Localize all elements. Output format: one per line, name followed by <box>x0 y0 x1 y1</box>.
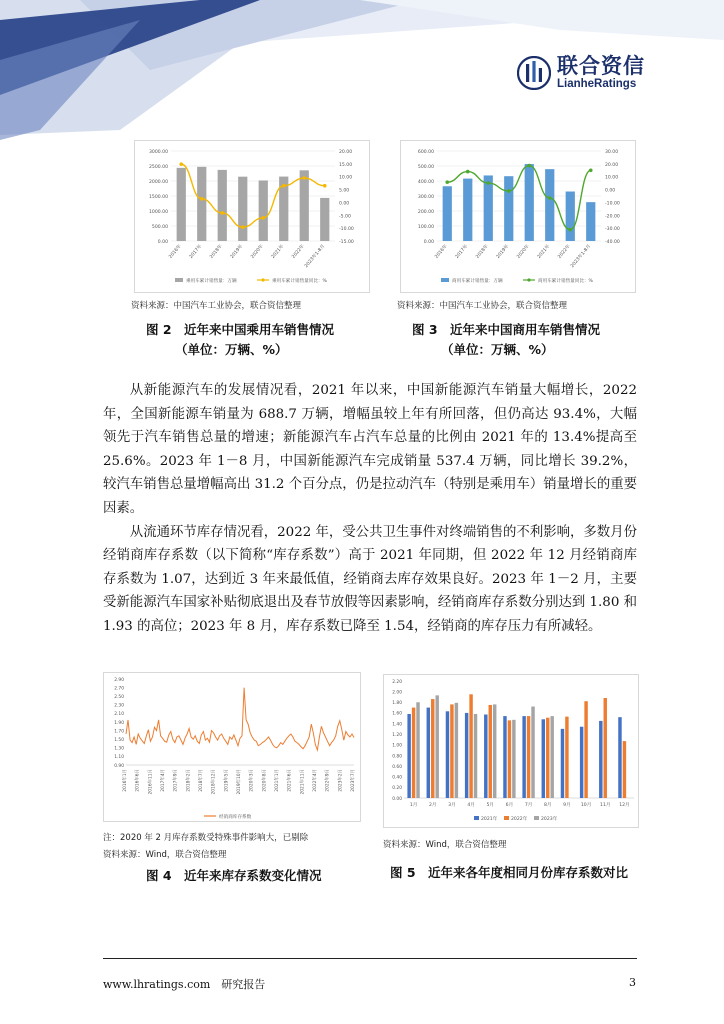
fig4-x-tick: 2022年4月 <box>313 769 318 792</box>
fig3-x-tick: 2017年 <box>454 244 470 260</box>
fig2-bar <box>238 177 247 241</box>
fig4-y-tick: 1.10 <box>114 755 124 761</box>
fig3-right-tick: 30.00 <box>605 150 619 155</box>
fig5-y-tick: 1.80 <box>392 701 402 707</box>
fig3-right-tick: -30.00 <box>605 227 620 233</box>
fig5-bar-2022年 <box>565 717 568 798</box>
fig2-bar <box>300 170 309 241</box>
fig5-bar-2021年 <box>561 729 564 798</box>
fig4-x-tick: 2018年2月 <box>186 769 192 792</box>
fig4-x-tick: 2021年6月 <box>287 769 293 792</box>
fig5-bar-2022年 <box>623 741 626 798</box>
fig3-bar <box>504 176 513 241</box>
fig4-y-tick: 1.70 <box>114 729 124 735</box>
brand-name-en: LianheRatings <box>557 78 637 90</box>
fig4-y-tick: 2.30 <box>114 703 124 709</box>
fig5-bar-2023年 <box>474 714 477 798</box>
fig2-legend-bar-label: 乘用车累计销售量：万辆 <box>186 279 237 284</box>
fig5-bar-2022年 <box>584 701 587 798</box>
footer-site[interactable]: www.lhratings.com 研究报告 <box>103 978 266 991</box>
fig3-yoy-point <box>507 189 511 193</box>
commercial-vehicle-sales-chart <box>401 141 635 292</box>
fig5-bar-2022年 <box>546 718 549 798</box>
fig2-bar <box>259 180 268 241</box>
fig5-y-tick: 0.40 <box>392 775 402 781</box>
figure-4-source: 资料来源：Wind，联合资信整理 <box>103 850 227 860</box>
fig5-y-tick: 0.60 <box>392 764 402 770</box>
fig3-legend-line-label: 商用车累计销售量同比：% <box>538 279 593 284</box>
fig2-bar <box>177 168 186 241</box>
fig3-yoy-point <box>548 196 552 200</box>
fig5-y-tick: 1.60 <box>392 711 402 717</box>
fig2-legend-line-label: 乘用车累计销售量同比：% <box>272 279 327 284</box>
fig2-legend-line-marker <box>261 278 264 281</box>
fig3-x-tick: 2016年 <box>434 244 449 260</box>
page-number: 3 <box>629 976 636 989</box>
fig4-x-tick: 2019年5月 <box>224 769 230 792</box>
fig5-x-tick: 10月 <box>580 803 592 808</box>
fig5-bar-2021年 <box>503 716 506 798</box>
fig4-x-tick: 2016年11月 <box>148 769 154 795</box>
fig4-legend-label: 经销商库存系数 <box>219 815 252 820</box>
fig2-bar <box>218 170 227 241</box>
fig5-bar-2021年 <box>446 711 449 798</box>
figure-5-source: 资料来源：Wind，联合资信整理 <box>383 840 507 850</box>
lianhe-logo-icon <box>517 56 551 90</box>
fig2-yoy-point <box>179 162 183 166</box>
fig4-y-tick: 2.90 <box>114 677 124 683</box>
fig2-right-tick: 10.00 <box>339 175 353 181</box>
fig2-x-tick: 2017年 <box>188 244 204 260</box>
fig5-y-tick: 1.20 <box>392 732 402 738</box>
fig2-left-tick: 500.00 <box>151 225 168 230</box>
fig5-bar-2023年 <box>531 707 534 798</box>
figure-2-caption: 图 2 近年来中国乘用车销售情况 <box>146 322 335 337</box>
fig3-left-tick: 300.00 <box>417 195 434 200</box>
fig3-left-tick: 100.00 <box>417 225 434 230</box>
fig3-right-tick: -10.00 <box>605 201 620 207</box>
fig2-legend-bar-swatch <box>175 278 183 282</box>
fig5-bar-2023年 <box>435 695 438 798</box>
fig2-right-tick: 20.00 <box>339 150 353 155</box>
fig4-x-tick: 2016年6月 <box>135 769 141 792</box>
fig2-yoy-point <box>323 184 327 188</box>
fig5-x-tick: 3月 <box>448 803 456 808</box>
fig3-yoy-point <box>589 168 593 172</box>
fig4-x-tick: 2021年11月 <box>300 769 306 795</box>
fig5-legend-swatch <box>474 816 479 820</box>
fig2-x-tick: 2018年 <box>209 244 224 260</box>
fig4-x-tick: 2023年7月 <box>351 769 356 792</box>
fig3-right-tick: 20.00 <box>605 162 619 168</box>
fig5-bar-2022年 <box>431 699 434 798</box>
fig5-bar-2021年 <box>465 713 468 798</box>
fig3-left-tick: 200.00 <box>417 210 434 215</box>
figure-4-note: 注：2020 年 2 月库存系数受特殊事件影响大，已剔除 <box>103 833 309 843</box>
fig5-legend-swatch <box>534 816 539 820</box>
fig2-left-tick: 2000.00 <box>149 180 168 185</box>
monthly-inventory-comparison-chart <box>384 675 638 827</box>
fig5-bar-2022年 <box>489 705 492 798</box>
fig5-bar-2021年 <box>484 715 487 798</box>
fig5-y-tick: 1.40 <box>392 722 402 728</box>
fig4-y-tick: 2.70 <box>114 686 124 692</box>
fig3-yoy-point <box>527 164 531 168</box>
fig2-yoy-point <box>261 216 265 220</box>
fig3-right-tick: 10.00 <box>605 175 619 181</box>
fig5-legend-swatch <box>504 816 509 820</box>
fig5-x-tick: 4月 <box>467 803 475 808</box>
fig3-bar <box>545 169 554 241</box>
fig2-x-tick: 2016年 <box>168 244 183 260</box>
brand-logo <box>517 56 645 91</box>
fig3-left-tick: 0.00 <box>423 240 434 245</box>
fig4-inventory-line <box>126 688 354 750</box>
fig3-bar <box>443 186 452 241</box>
fig3-yoy-point <box>466 170 470 174</box>
fig2-x-tick: 2019年 <box>229 244 245 260</box>
fig5-bar-2022年 <box>450 704 453 798</box>
fig2-left-tick: 1000.00 <box>149 210 168 215</box>
fig5-y-tick: 0.20 <box>392 786 402 792</box>
fig5-bar-2021年 <box>580 727 583 798</box>
fig3-x-tick: 2020年 <box>516 244 531 260</box>
paragraph-inventory: 从流通环节库存情况看，2022 年，受公共卫生事件对终端销售的不利影响，多数月份经销商库存系数（以下简称“库存系数”）高于 2021 年同期，但 2022 年 12 月经销商库存系数为 1.07，达到近 3 年来最低值，经销商去库存效果良好。2023 年 1－2 月，主要受新能源汽车国家补贴彻底退出及春节放假等因素影响，经销商库存系数分别达到 1.80 和 1.93 的高位；2023 年 8 月，库存系数已降至 1.54，经销商的库存压力有所减轻。 <box>103 524 637 634</box>
footer-divider <box>103 958 637 959</box>
fig3-legend-bar-label: 商用车累计销售量：万辆 <box>452 279 503 284</box>
fig3-right-tick: -40.00 <box>605 240 620 245</box>
figure-2-unit: （单位：万辆、%） <box>175 342 288 357</box>
fig4-x-tick: 2018年12月 <box>211 769 217 795</box>
fig2-left-tick: 0.00 <box>157 240 168 245</box>
fig5-x-tick: 8月 <box>543 803 552 808</box>
fig2-x-tick: 2021年 <box>270 244 286 260</box>
fig4-y-tick: 1.90 <box>114 720 124 726</box>
fig5-legend-label: 2023年 <box>541 817 558 822</box>
fig4-x-tick: 2018年7月 <box>199 769 204 792</box>
fig2-right-tick: -10.00 <box>339 227 354 233</box>
fig4-x-tick: 2021年1月 <box>275 769 280 792</box>
fig3-x-tick: 2022年 <box>557 244 572 260</box>
fig5-bar-2023年 <box>416 702 419 798</box>
fig4-x-tick: 2017年9月 <box>173 769 179 792</box>
fig3-legend-bar-swatch <box>441 278 449 282</box>
fig5-y-tick: 2.20 <box>392 679 402 685</box>
fig2-left-tick: 3000.00 <box>149 150 168 155</box>
fig5-bar-2023年 <box>512 720 515 798</box>
fig2-right-tick: -5.00 <box>339 214 351 220</box>
fig3-legend-line-marker <box>527 278 530 281</box>
fig5-bar-2021年 <box>427 708 430 798</box>
fig5-legend-label: 2022年 <box>511 817 528 822</box>
fig5-bar-2022年 <box>604 698 607 798</box>
fig4-y-tick: 2.10 <box>114 712 124 718</box>
fig4-y-tick: 1.30 <box>114 746 124 752</box>
fig3-bar <box>525 164 534 241</box>
fig4-y-tick: 1.50 <box>114 738 124 743</box>
fig5-bar-2022年 <box>412 708 415 798</box>
fig2-left-tick: 2500.00 <box>149 165 168 170</box>
fig3-bar <box>463 179 472 241</box>
fig3-bar <box>566 192 575 242</box>
passenger-car-sales-chart <box>135 141 369 292</box>
fig5-y-tick: 2.00 <box>392 690 402 696</box>
paragraph-nev: 从新能源汽车的发展情况看，2021 年以来，中国新能源汽车销量大幅增长，2022 年，全国新能源车销量为 688.7 万辆，增幅虽较上年有所回落，但仍高达 93.4%，大幅领先于汽车销售总量的增速；新能源汽车占汽车总量的比例由 2021 年的 13.4%提高至 25.6%。2023 年 1－8 月，中国新能源汽车完成销量 537.4 万辆，同比增长 39.2%，较汽车销售总量增幅高出 31.2 个百分点，仍是拉动汽车（特别是乘用车）销量增长的重要因素。 <box>103 383 637 516</box>
fig2-left-tick: 1500.00 <box>149 195 168 200</box>
figure-3-caption: 图 3 近年来中国商用车销售情况 <box>412 322 601 337</box>
fig4-y-tick: 2.50 <box>114 695 124 700</box>
fig2-yoy-point <box>241 225 245 229</box>
fig5-bar-2023年 <box>455 703 458 798</box>
body-text <box>103 379 637 639</box>
fig3-right-tick: 0.00 <box>605 188 616 194</box>
fig5-bar-2022年 <box>469 694 472 798</box>
fig2-yoy-point <box>282 184 286 188</box>
fig5-x-tick: 7月 <box>524 803 533 808</box>
fig3-bar <box>586 202 595 241</box>
figure-2-source: 资料来源：中国汽车工业协会，联合资信整理 <box>131 301 302 311</box>
fig3-yoy-point <box>445 180 449 184</box>
fig3-right-tick: -20.00 <box>605 214 620 220</box>
fig2-right-tick: 5.00 <box>339 188 350 194</box>
figure-3-source: 资料来源：中国汽车工业协会，联合资信整理 <box>397 301 568 311</box>
fig4-y-tick: 0.90 <box>114 763 124 769</box>
figure-5-chart <box>383 674 639 828</box>
fig2-x-tick: 2023年1-8月 <box>304 244 327 270</box>
fig2-right-tick: -15.00 <box>339 240 354 245</box>
figure-2-chart <box>134 140 370 293</box>
fig5-x-tick: 5月 <box>486 803 495 808</box>
fig5-x-tick: 11月 <box>600 803 611 808</box>
fig4-x-tick: 2016年1月 <box>123 769 128 792</box>
figure-4-caption: 图 4 近年来库存系数变化情况 <box>146 868 322 883</box>
fig5-legend-label: 2021年 <box>481 817 498 822</box>
figure-3-chart <box>400 140 636 293</box>
fig5-bar-2021年 <box>618 717 621 798</box>
fig2-yoy-point <box>220 211 224 215</box>
fig5-bar-2021年 <box>542 719 545 798</box>
fig3-bar <box>484 175 493 241</box>
brand-name-cn: 联合资信 <box>557 54 645 78</box>
fig2-x-tick: 2022年 <box>291 244 306 260</box>
fig5-x-tick: 2月 <box>428 803 437 808</box>
fig3-x-tick: 2018年 <box>475 244 490 260</box>
fig2-yoy-point <box>302 176 306 180</box>
fig5-y-tick: 1.00 <box>392 743 402 749</box>
figure-3-unit: （单位：万辆、%） <box>441 342 554 357</box>
fig3-left-tick: 500.00 <box>417 165 434 170</box>
fig2-right-tick: 15.00 <box>339 162 353 168</box>
fig4-x-tick: 2023年2月 <box>338 769 344 792</box>
fig5-x-tick: 1月 <box>409 803 418 808</box>
fig2-bar <box>320 198 329 241</box>
fig3-x-tick: 2019年 <box>495 244 511 260</box>
figure-5-caption: 图 5 近年来各年度相同月份库存系数对比 <box>390 865 629 880</box>
fig5-bar-2022年 <box>527 716 530 798</box>
fig5-x-tick: 6月 <box>505 803 514 808</box>
fig3-yoy-point <box>568 228 572 232</box>
fig5-bar-2021年 <box>407 714 410 798</box>
fig3-left-tick: 400.00 <box>417 180 434 185</box>
fig2-yoy-point <box>200 197 204 201</box>
fig3-x-tick: 2023年1-8月 <box>570 244 593 270</box>
fig2-bar <box>197 167 206 241</box>
fig5-bar-2023年 <box>493 704 496 798</box>
fig4-x-tick: 2017年4月 <box>161 769 166 792</box>
fig3-yoy-point <box>486 181 490 185</box>
fig3-x-tick: 2021年 <box>536 244 552 260</box>
inventory-coefficient-chart <box>104 673 360 821</box>
fig4-x-tick: 2020年8月 <box>262 769 268 792</box>
fig2-right-tick: 0.00 <box>339 201 350 207</box>
fig4-x-tick: 2022年9月 <box>325 769 331 792</box>
fig5-x-tick: 12月 <box>619 803 630 808</box>
fig5-y-tick: 0.80 <box>392 754 402 760</box>
fig3-left-tick: 600.00 <box>417 150 434 155</box>
fig2-x-tick: 2020年 <box>250 244 265 260</box>
fig5-y-tick: 0.00 <box>392 796 402 802</box>
fig5-bar-2023年 <box>550 716 553 798</box>
fig5-bar-2021年 <box>599 721 602 798</box>
figure-4-chart <box>103 672 361 822</box>
fig4-x-tick: 2020年3月 <box>249 769 255 792</box>
fig5-bar-2021年 <box>522 716 525 798</box>
fig4-x-tick: 2019年10月 <box>237 769 242 795</box>
fig5-x-tick: 9月 <box>563 803 571 808</box>
fig5-bar-2022年 <box>508 720 511 798</box>
